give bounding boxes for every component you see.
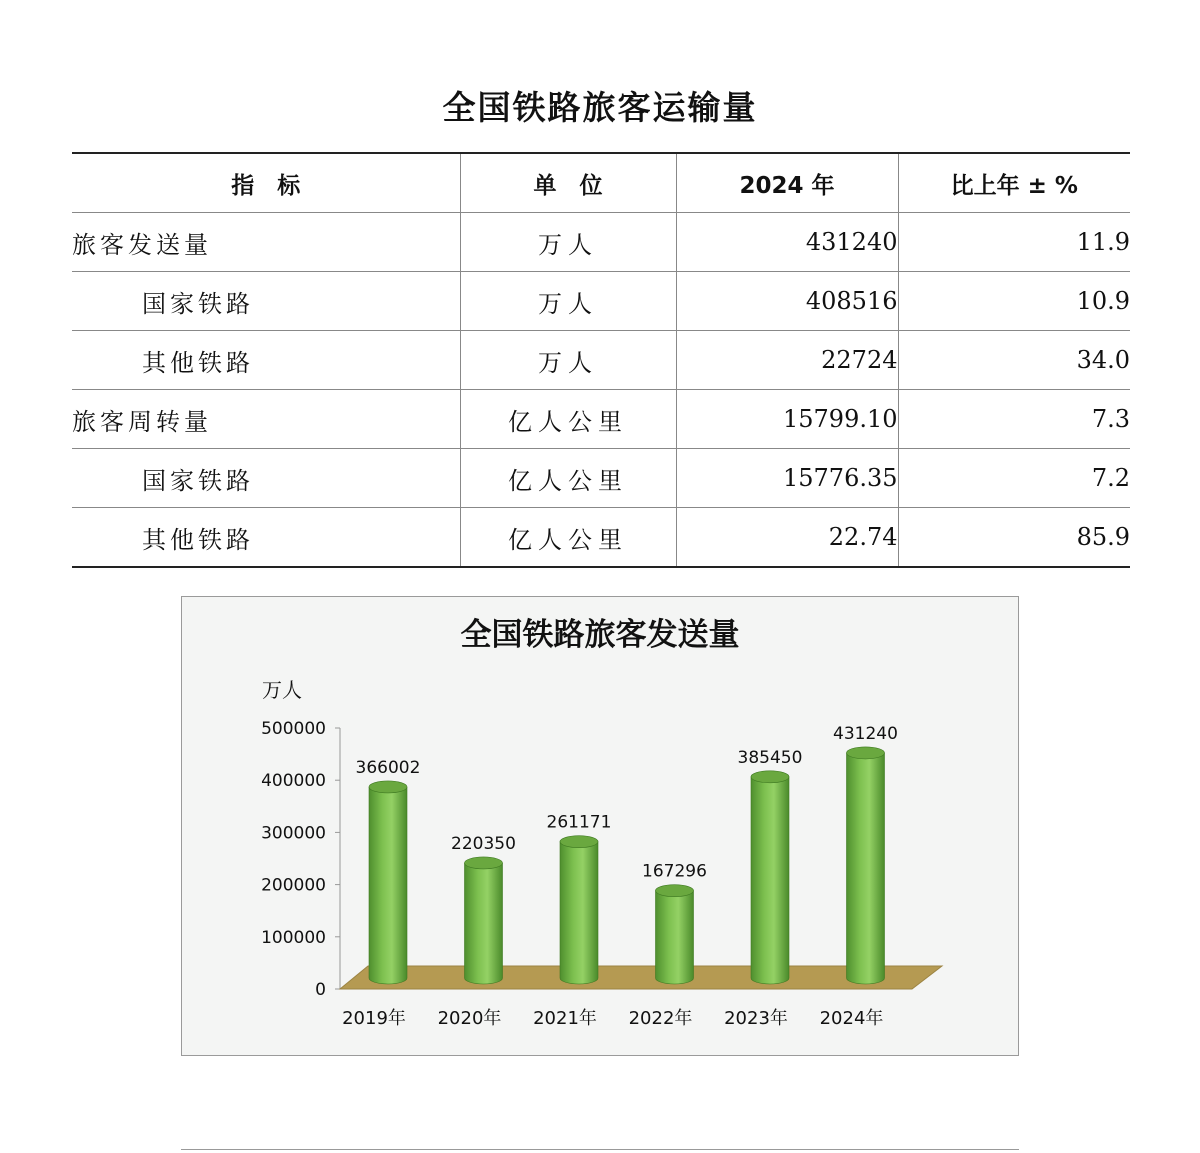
x-tick-label: 2020年 xyxy=(437,1008,502,1029)
bar-2021年 xyxy=(560,842,598,984)
unit-cell: 亿人公里 xyxy=(460,508,676,568)
change-cell: 7.2 xyxy=(898,449,1130,508)
change-cell: 11.9 xyxy=(898,213,1130,272)
bar-2020年 xyxy=(465,863,503,984)
chart-panel xyxy=(181,596,1019,1056)
value-cell: 15799.10 xyxy=(676,390,898,449)
table-row xyxy=(72,390,1130,449)
value-cell: 408516 xyxy=(676,272,898,331)
unit-cell: 万人 xyxy=(460,272,676,331)
bar-top xyxy=(656,885,694,897)
y-axis-label: 万人 xyxy=(262,678,302,702)
value-cell: 431240 xyxy=(676,213,898,272)
indicator-cell: 国家铁路 xyxy=(72,449,460,508)
table-row xyxy=(72,331,1130,390)
x-tick-label: 2019年 xyxy=(342,1008,406,1029)
change-cell: 7.3 xyxy=(898,390,1130,449)
bar-top xyxy=(560,836,598,848)
y-tick-label: 500000 xyxy=(261,719,326,739)
bar-2019年 xyxy=(369,787,407,984)
header-indicator: 指 标 xyxy=(72,153,460,213)
y-tick-label: 0 xyxy=(315,980,326,1000)
data-label: 366002 xyxy=(355,757,421,778)
bar-2023年 xyxy=(751,777,789,984)
unit-cell: 亿人公里 xyxy=(460,390,676,449)
data-label: 261171 xyxy=(546,812,612,833)
indicator-cell: 国家铁路 xyxy=(72,272,460,331)
value-cell: 22.74 xyxy=(676,508,898,568)
header-change: 比上年 ± % xyxy=(898,153,1130,213)
table-header-row xyxy=(72,153,1130,213)
unit-cell: 万人 xyxy=(460,331,676,390)
data-label: 385450 xyxy=(737,747,803,768)
data-label: 431240 xyxy=(833,723,898,744)
page-title: 全国铁路旅客运输量 xyxy=(442,88,758,127)
bar-2024年 xyxy=(847,753,885,984)
bar-top xyxy=(369,781,407,793)
x-tick-label: 2022年 xyxy=(628,1008,693,1029)
y-tick-label: 100000 xyxy=(261,927,326,948)
y-tick-label: 300000 xyxy=(261,823,326,844)
bar-top xyxy=(751,771,789,783)
data-label: 220350 xyxy=(451,833,516,854)
unit-cell: 万人 xyxy=(460,213,676,272)
x-tick-label: 2024年 xyxy=(819,1008,884,1029)
unit-cell: 亿人公里 xyxy=(460,449,676,508)
divider xyxy=(181,1149,1019,1150)
data-label: 167296 xyxy=(642,861,707,882)
bar-chart xyxy=(182,597,1018,1055)
table-row xyxy=(72,508,1130,568)
bar-top xyxy=(465,857,503,869)
indicator-cell: 旅客周转量 xyxy=(72,390,460,449)
change-cell: 85.9 xyxy=(1076,523,1130,551)
header-year: 2024 年 xyxy=(676,153,898,213)
bar-2022年 xyxy=(656,891,694,984)
indicator-cell: 其他铁路 xyxy=(72,331,460,390)
header-unit: 单 位 xyxy=(460,153,676,213)
x-tick-label: 2021年 xyxy=(533,1008,597,1029)
table-row xyxy=(72,213,1130,272)
bar-top xyxy=(847,747,885,759)
value-cell: 22724 xyxy=(676,331,898,390)
y-tick-label: 200000 xyxy=(261,875,326,896)
change-cell: 10.9 xyxy=(898,272,1130,331)
indicator-cell: 其他铁路 xyxy=(72,508,460,568)
value-cell: 15776.35 xyxy=(676,449,898,508)
indicator-cell: 旅客发送量 xyxy=(72,213,460,272)
chart-title: 全国铁路旅客发送量 xyxy=(460,617,740,653)
table-row xyxy=(72,272,1130,331)
x-tick-label: 2023年 xyxy=(724,1008,788,1029)
change-cell: 34.0 xyxy=(898,331,1130,390)
statistics-table xyxy=(72,152,1130,568)
y-tick-label: 400000 xyxy=(261,771,326,792)
table-row xyxy=(72,449,1130,508)
